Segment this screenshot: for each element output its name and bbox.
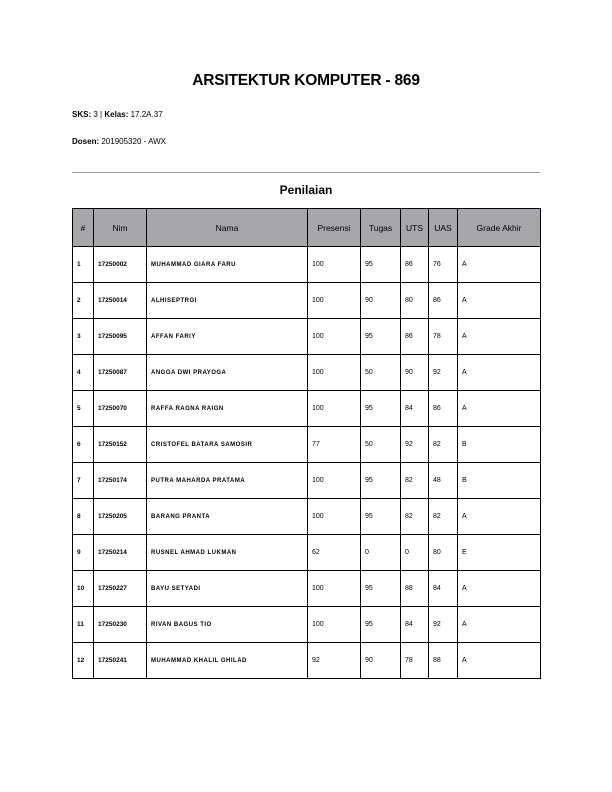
uts-cell: 92 <box>401 427 429 463</box>
nama-cell: CRISTOFEL BATARA SAMOSIR <box>147 427 308 463</box>
grade-cell: A <box>458 319 541 355</box>
col-header-tugas: Tugas <box>361 209 401 247</box>
uts-cell: 0 <box>401 535 429 571</box>
uas-cell: 92 <box>429 607 458 643</box>
table-row <box>73 571 541 607</box>
sks-value: 3 <box>93 110 98 119</box>
nim-cell: 17250214 <box>94 535 147 571</box>
row-number: 3 <box>73 319 94 355</box>
presensi-cell: 100 <box>308 499 361 535</box>
presensi-cell: 100 <box>308 463 361 499</box>
nama-cell: RIVAN BAGUS TIO <box>147 607 308 643</box>
grade-cell: A <box>458 607 541 643</box>
uts-cell: 84 <box>401 391 429 427</box>
dosen-label: Dosen: <box>72 137 100 146</box>
tugas-cell: 90 <box>361 283 401 319</box>
row-number: 4 <box>73 355 94 391</box>
row-number: 12 <box>73 643 94 679</box>
uas-cell: 76 <box>429 247 458 283</box>
presensi-cell: 100 <box>308 391 361 427</box>
row-number: 2 <box>73 283 94 319</box>
tugas-cell: 95 <box>361 499 401 535</box>
grade-cell: A <box>458 499 541 535</box>
tugas-cell: 50 <box>361 355 401 391</box>
uts-cell: 88 <box>401 571 429 607</box>
uas-cell: 82 <box>429 499 458 535</box>
uas-cell: 78 <box>429 319 458 355</box>
presensi-cell: 92 <box>308 643 361 679</box>
nama-cell: BARANG PRANTA <box>147 499 308 535</box>
tugas-cell: 95 <box>361 463 401 499</box>
table-row <box>73 499 541 535</box>
nim-cell: 17250070 <box>94 391 147 427</box>
presensi-cell: 100 <box>308 283 361 319</box>
table-header-row <box>73 209 541 247</box>
document-title: ARSITEKTUR KOMPUTER - 869 <box>192 72 420 89</box>
nim-cell: 17250174 <box>94 463 147 499</box>
nama-cell: BAYU SETYADI <box>147 571 308 607</box>
col-header-nim: Nim <box>94 209 147 247</box>
nama-cell: ANGGA DWI PRAYOGA <box>147 355 308 391</box>
uts-cell: 78 <box>401 643 429 679</box>
col-header-uts: UTS <box>401 209 429 247</box>
uts-cell: 90 <box>401 355 429 391</box>
col-header-uas: UAS <box>429 209 458 247</box>
uts-cell: 86 <box>401 319 429 355</box>
tugas-cell: 95 <box>361 607 401 643</box>
uas-cell: 88 <box>429 643 458 679</box>
table-row <box>73 247 541 283</box>
row-number: 8 <box>73 499 94 535</box>
row-number: 11 <box>73 607 94 643</box>
col-header-number: # <box>73 209 94 247</box>
presensi-cell: 77 <box>308 427 361 463</box>
uas-cell: 84 <box>429 571 458 607</box>
uts-cell: 82 <box>401 499 429 535</box>
kelas-label: Kelas: <box>104 110 129 119</box>
lecturer-info <box>72 137 166 146</box>
table-row <box>73 607 541 643</box>
grade-cell: A <box>458 247 541 283</box>
uas-cell: 86 <box>429 283 458 319</box>
uts-cell: 80 <box>401 283 429 319</box>
nama-cell: ALHISEPTRGI <box>147 283 308 319</box>
tugas-cell: 95 <box>361 391 401 427</box>
col-header-nama: Nama <box>147 209 308 247</box>
nim-cell: 17250095 <box>94 319 147 355</box>
presensi-cell: 100 <box>308 247 361 283</box>
presensi-cell: 62 <box>308 535 361 571</box>
table-row <box>73 643 541 679</box>
table-row <box>73 463 541 499</box>
table-row <box>73 283 541 319</box>
grade-cell: E <box>458 535 541 571</box>
uts-cell: 82 <box>401 463 429 499</box>
uts-cell: 86 <box>401 247 429 283</box>
presensi-cell: 100 <box>308 607 361 643</box>
nama-cell: PUTRA MAHARDA PRATAMA <box>147 463 308 499</box>
uts-cell: 84 <box>401 607 429 643</box>
nim-cell: 17250241 <box>94 643 147 679</box>
separator: | <box>100 110 103 119</box>
nama-cell: RUSNEL AHMAD LUKMAN <box>147 535 308 571</box>
grade-cell: B <box>458 427 541 463</box>
grade-cell: A <box>458 283 541 319</box>
table-row <box>73 355 541 391</box>
nama-cell: AFFAN FARIY <box>147 319 308 355</box>
nim-cell: 17250152 <box>94 427 147 463</box>
grade-cell: A <box>458 355 541 391</box>
grade-cell: A <box>458 391 541 427</box>
tugas-cell: 90 <box>361 643 401 679</box>
col-header-presensi: Presensi <box>308 209 361 247</box>
table-row <box>73 391 541 427</box>
nama-cell: MUHAMMAD GIARA FARU <box>147 247 308 283</box>
course-info <box>72 110 163 119</box>
presensi-cell: 100 <box>308 355 361 391</box>
presensi-cell: 100 <box>308 571 361 607</box>
tugas-cell: 0 <box>361 535 401 571</box>
nama-cell: MUHAMMAD KHALIL GHILAD <box>147 643 308 679</box>
col-header-grade-akhir: Grade Akhir <box>458 209 541 247</box>
row-number: 6 <box>73 427 94 463</box>
nim-cell: 17250230 <box>94 607 147 643</box>
section-title: Penilaian <box>279 183 333 197</box>
kelas-value: 17.2A.37 <box>130 110 163 119</box>
table-row <box>73 319 541 355</box>
row-number: 1 <box>73 247 94 283</box>
nim-cell: 17250205 <box>94 499 147 535</box>
table-row <box>73 427 541 463</box>
grades-table <box>72 208 541 679</box>
table-row <box>73 535 541 571</box>
grade-cell: A <box>458 571 541 607</box>
uas-cell: 82 <box>429 427 458 463</box>
tugas-cell: 50 <box>361 427 401 463</box>
nama-cell: RAFFA RAGNA RAIGN <box>147 391 308 427</box>
grade-cell: A <box>458 643 541 679</box>
horizontal-divider <box>72 172 540 173</box>
tugas-cell: 95 <box>361 319 401 355</box>
nim-cell: 17250087 <box>94 355 147 391</box>
row-number: 9 <box>73 535 94 571</box>
uas-cell: 48 <box>429 463 458 499</box>
uas-cell: 80 <box>429 535 458 571</box>
grade-cell: B <box>458 463 541 499</box>
row-number: 10 <box>73 571 94 607</box>
sks-label: SKS: <box>72 110 92 119</box>
nim-cell: 17250227 <box>94 571 147 607</box>
uas-cell: 86 <box>429 391 458 427</box>
row-number: 5 <box>73 391 94 427</box>
dosen-value: 201905320 - AWX <box>101 137 166 146</box>
tugas-cell: 95 <box>361 247 401 283</box>
presensi-cell: 100 <box>308 319 361 355</box>
tugas-cell: 95 <box>361 571 401 607</box>
nim-cell: 17250002 <box>94 247 147 283</box>
nim-cell: 17250014 <box>94 283 147 319</box>
row-number: 7 <box>73 463 94 499</box>
uas-cell: 92 <box>429 355 458 391</box>
